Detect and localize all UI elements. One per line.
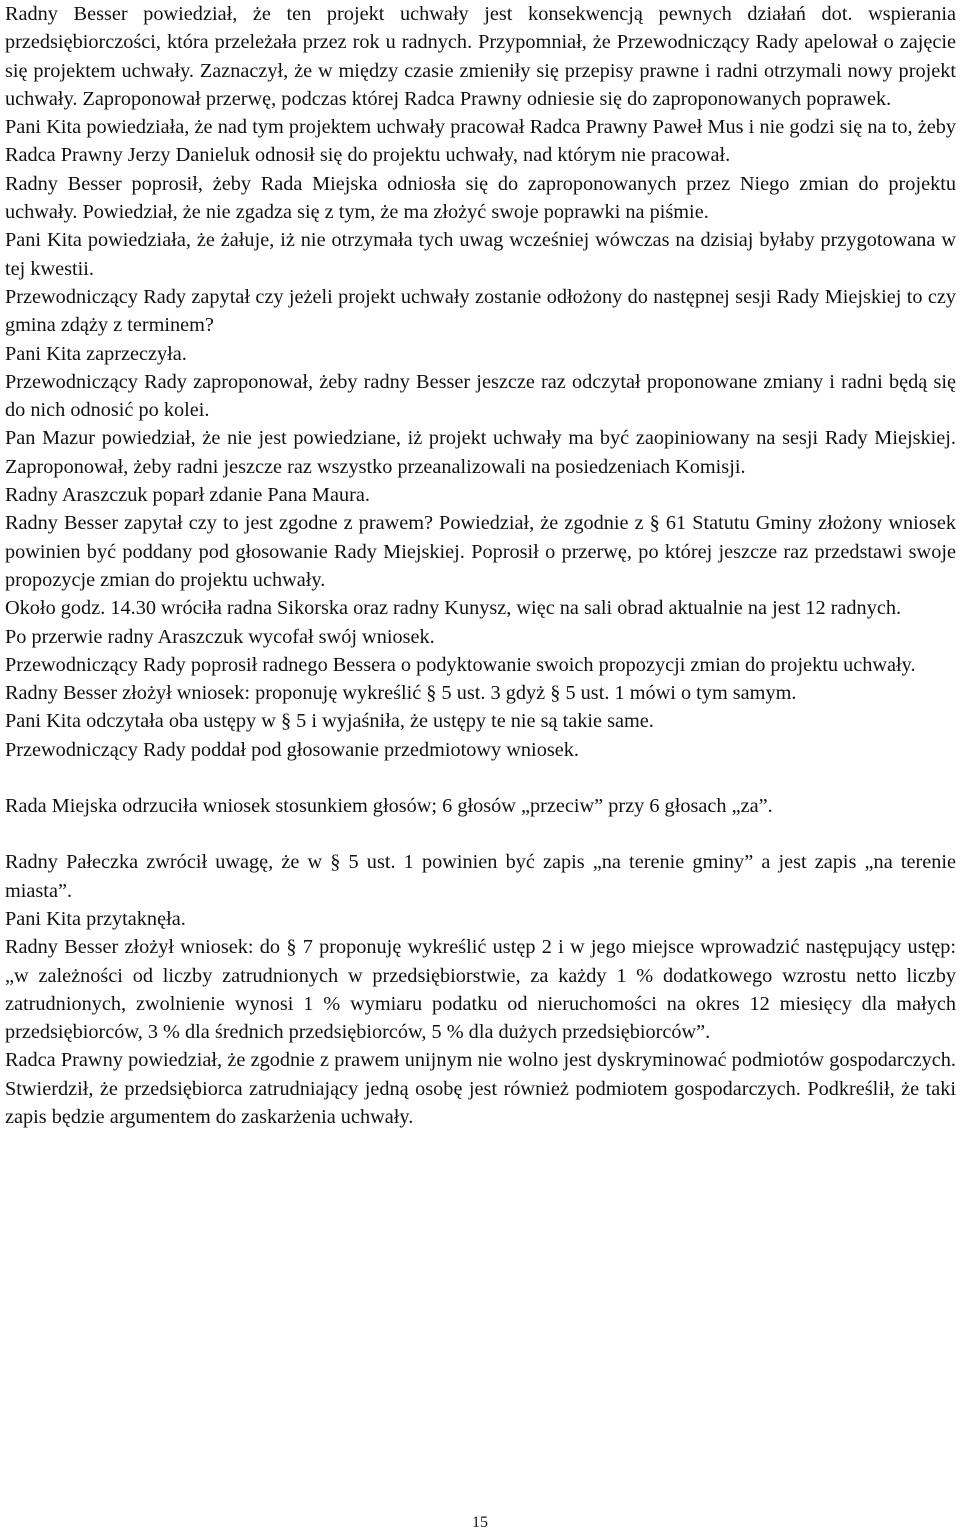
paragraph: Przewodniczący Rady zapytał czy jeżeli projekt uchwały zostanie odłożony do następnej sesji Rady Miejskiej to czy gmina zdąży z terminem? [5,285,956,337]
paragraph: Radny Besser powiedział, że ten projekt uchwały jest konsekwencją pewnych działań dot. wspierania przedsiębiorczości, która przeleżała przez rok u radnych. Przypomniał, że Przewodniczący Rady apelował o zajęcie się projektem uchwały. Zaznaczył, że w między czasie zmieniły się przepisy prawne i radni otrzymali nowy projekt uchwały. Zaproponował przerwę, podczas której Radca Prawny odniesie się do zaproponowanych poprawek. [5,3,956,110]
paragraph: Pani Kita zaprzeczyła. [5,342,187,365]
paragraph: Pani Kita przytaknęła. [5,907,186,930]
paragraph: Rada Miejska odrzuciła wniosek stosunkiem głosów; 6 głosów „przeciw” przy 6 głosach „za”. [5,795,773,818]
paragraph: Radny Besser złożył wniosek: proponuję wykreślić § 5 ust. 3 gdyż § 5 ust. 1 mówi o tym samym. [5,682,797,705]
page-number: 15 [472,1514,488,1531]
paragraph: Pani Kita odczytała oba ustępy w § 5 i wyjaśniła, że ustępy te nie są takie same. [5,710,654,733]
paragraph: Pani Kita powiedziała, że nad tym projektem uchwały pracował Radca Prawny Paweł Mus i nie godzi się na to, żeby Radca Prawny Jerzy Danieluk odnosił się do projektu uchwały, nad którym nie pracował. [5,116,956,167]
paragraph: Radny Araszczuk poparł zdanie Pana Maura. [5,484,370,507]
paragraph: Radca Prawny powiedział, że zgodnie z prawem unijnym nie wolno jest dyskryminować podmiotów gospodarczych. Stwierdził, że przedsiębiorca zatrudniający jedną osobę jest również podmiotem gospodarczych. Podkreślił, że taki zapis będzie argumentem do zaskarżenia uchwały. [5,1049,956,1128]
paragraph-spacer [5,764,956,792]
paragraph: Radny Besser zapytał czy to jest zgodne z prawem? Powiedział, że zgodnie z § 61 Statutu Gminy złożony wniosek powinien być poddany pod głosowanie Rady Miejskiej. Poprosił o przerwę, po której jeszcze raz przedstawi swoje propozycje zmian do projektu uchwały. [5,512,956,591]
paragraph-spacer [5,820,956,848]
paragraph: Radny Pałeczka zwrócił uwagę, że w § 5 ust. 1 powinien być zapis „na terenie gminy” a jest zapis „na terenie miasta”. [5,851,956,902]
paragraph: Pan Mazur powiedział, że nie jest powiedziane, iż projekt uchwały ma być zaopiniowany na sesji Rady Miejskiej. Zaproponował, żeby radni jeszcze raz wszystko przeanalizowali na posiedzeniach Komisji. [5,427,956,478]
paragraph: Pani Kita powiedziała, że żałuje, iż nie otrzymała tych uwag wcześniej wówczas na dzisiaj byłaby przygotowana w tej kwestii. [5,229,956,280]
paragraph: Około godz. 14.30 wróciła radna Sikorska oraz radny Kunysz, więc na sali obrad aktualnie na jest 12 radnych. [5,597,902,620]
paragraph: Przewodniczący Rady poprosił radnego Bessera o podyktowanie swoich propozycji zmian do projektu uchwały. [5,653,916,676]
paragraph: Po przerwie radny Araszczuk wycofał swój wniosek. [5,625,435,648]
paragraph: Przewodniczący Rady poddał pod głosowanie przedmiotowy wniosek. [5,738,579,761]
paragraph: Przewodniczący Rady zaproponował, żeby radny Besser jeszcze raz odczytał proponowane zmiany i radni będą się do nich odnosić po kolei. [5,370,956,422]
paragraph: Radny Besser złożył wniosek: do § 7 proponuję wykreślić ustęp 2 i w jego miejsce wprowadzić następujący ustęp: „w zależności od liczby zatrudnionych w przedsiębiorstwie, za każdy 1 % dodatkowego wzrostu netto liczby zatrudnionych, zwolnienie wynosi 1 % wymiaru podatku od nieruchomości na okres 12 miesięcy dla małych przedsiębiorców, 3 % dla średnich przedsiębiorców, 5 % dla dużych przedsiębiorców”. [5,936,956,1044]
paragraph: Radny Besser poprosił, żeby Rada Miejska odniosła się do zaproponowanych przez Niego zmian do projektu uchwały. Powiedział, że nie zgadza się z tym, że ma złożyć swoje poprawki na piśmie. [5,172,956,224]
document-body [5,0,956,1131]
